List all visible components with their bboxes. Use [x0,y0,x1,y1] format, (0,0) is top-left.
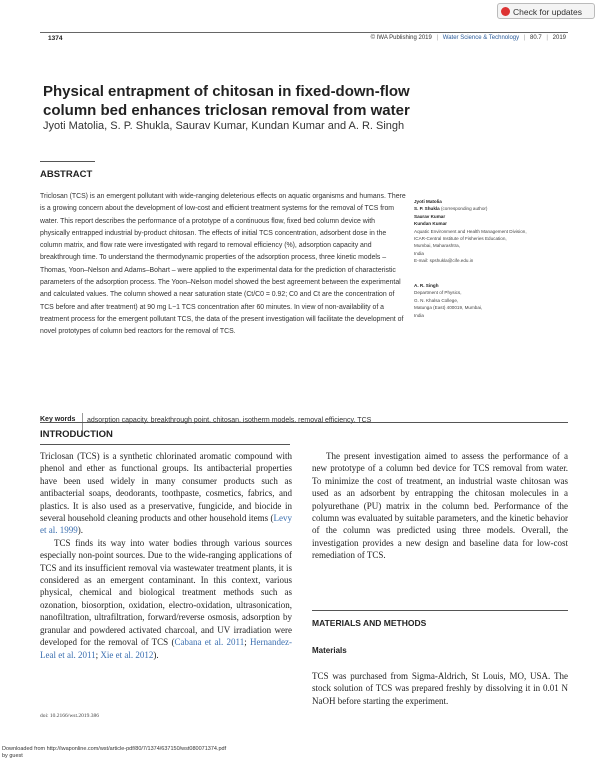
abstract-rule [40,161,95,162]
intro-rule-bottom [40,444,290,445]
affiliation-line: ICAR-Central Institute of Fisheries Education, [414,236,507,242]
affiliation-line: G. N. Khalsa College, [414,297,459,303]
affiliation-name: A. R. Singh [414,283,439,288]
citation-link[interactable]: Hernandez-Leal et al. 2011 [40,637,292,660]
article-title: Physical entrapment of chitosan in fixed-down-flow column bed enhances triclosan removal from water [43,83,410,119]
year: 2019 [552,35,566,41]
email-link[interactable]: E-mail: spshukla@cife.edu.in [414,258,474,264]
materials-subheading: Materials [312,646,347,655]
materials-text: TCS was purchased from Sigma-Aldrich, St Louis, MO, USA. The stock solution of TCS was prepared freshly by dissolving it in 0.01 N NaOH before starting the experiment. [312,671,568,706]
affiliation-line: India [414,312,424,318]
affiliation-name: Saurav Kumar [414,213,446,219]
abstract-heading: ABSTRACT [40,169,93,180]
methods-heading: MATERIALS AND METHODS [312,618,427,628]
affiliation-name: Kundan Kumar [414,221,447,227]
publisher: © IWA Publishing 2019 [370,35,432,41]
intro-paragraph-1: Triclosan (TCS) is a synthetic chlorinated aromatic compound with phenol and ether as functional groups. Its antibacterial properties have been used widely in many consumer products such as antibacterial soaps, deodorants, toothpaste, cosmetics, fabrics, and plastics. It is also used as a preservative, fungicide, and biocide in several household cleaning products and other household items (Levy et al. 1999). [40,451,292,536]
column-left [40,450,292,661]
author-affiliations [414,198,574,265]
intro-paragraph-3: The present investigation aimed to assess the performance of a new prototype of a column bed device for TCS removal from water. To minimize the cost of treatment, an industrial waste chitosan was used as an adsorbent by entrapping the chitosan molecules in a polyurethane (PU) matrix in the column bed. Performance of the column was evaluated by suitable parameters, and the kinetic behavior of the column was predicted using three models. Overall, the investigation provides a new design and baseline data for low-cost remediation of TCS. [312,451,568,561]
affiliation-line: Mumbai, Maharashtra, [414,243,460,249]
affiliation-name: Jyoti Matolia [414,199,442,204]
affiliation-line: Department of Physics, [414,290,462,296]
affiliation-line: India [414,250,424,256]
journal-name: Water Science & Technology [442,35,520,41]
intro-rule [40,422,568,423]
author-list: Jyoti Matolia, S. P. Shukla, Saurav Kumar, Kundan Kumar and A. R. Singh [43,120,405,132]
affiliation-line: Aquatic Environment and Health Management Division, [414,228,527,234]
affiliation-line: Matunga (East) 400019, Mumbai, [414,305,483,311]
header-rule [40,32,568,33]
volume: 80.7 [530,35,542,41]
keywords-text: adsorption capacity, breakthrough point, chitosan, isotherm models, removal efficiency, TCS [87,417,372,424]
footer-line: Downloaded from http://iwaponline.com/wst/article-pdf/80/7/1374/637150/wst080071374.pdf [2,746,227,752]
corresponding-note: (corresponding author) [440,206,488,212]
footer-line: by guest [2,753,23,759]
update-icon [501,7,510,16]
column-right [312,450,568,562]
affiliation-name: S. P. Shukla [414,206,440,212]
download-footer [2,746,226,760]
author-affiliations-2 [414,282,574,319]
abstract-text: Triclosan (TCS) is an emergent pollutant with wide-ranging deleterious effects on aquatic organisms and humans. There is a growing concern about the development of low-cost and efficient treatment systems for the removal of TCS from water. This report describes the performance of a prototype of a continuous flow, fixed bed column device with physically entrapped industrial by-product chitosan. The effects of initial TCS concentration, adsorbent dose in the column matrix, and flow rate were investigated with regard to removal efficiency (%), adsorption capacity and breakthrough time. To understand the thermodynamic properties of the adsorption process, three kinetic models – Thomas, Yoon–Nelson and Adams–Bohart – were applied to the experimental data for the prediction of characteristic parameters of the adsorption process. The Yoon–Nelson model showed the best agreement between the experimental and calculated values. The column showed a near saturation state (Ct/C0 = 0.92; C0 and Ct are the concentration of TCS before and after treatment) at 90 mg L−1 TCS concentration after 60 minutes. In view of non-availability of a treatment process for the emergent pollutant TCS, the data of the present investigation will facilitate the development of novel prototypes of column bed reactors for the removal of TCS. [40,193,406,336]
doi: doi: 10.2166/wst.2019.386 [40,713,99,719]
methods-rule [312,610,568,611]
intro-heading: INTRODUCTION [40,429,113,440]
citation-link[interactable]: Cabana et al. 2011 [174,637,245,648]
running-header: © IWA Publishing 2019 | Water Science & Technology | 80.7 | 2019 [370,35,566,41]
page-number: 1374 [48,35,63,42]
check-for-updates-button[interactable]: Check for updates [497,3,595,19]
citation-link[interactable]: Xie et al. 2012 [100,649,154,660]
citation-link[interactable]: Levy et al. 1999 [40,513,292,536]
keywords-label: Key words [40,416,76,423]
intro-paragraph-2: TCS finds its way into water bodies through various sources especially non-point sources. Due to the wide-ranging applications of TCS and its insufficient removal via wastewater treatment plants, it is considered as an emergent contaminant. In this context, various physical, chemical and biological treatment methods such as ozonation, biosorption, oxidation, electro-oxidation, ultrasonication, nanofiltration, ultrafiltration, forward/reverse osmosis, adsorption by granular and powdered activated charcoal, and UV irradiation were developed for the removal of TCS (Cabana et al. 2011; Hernandez-Leal et al. 2011; Xie et al. 2012). [40,537,292,660]
